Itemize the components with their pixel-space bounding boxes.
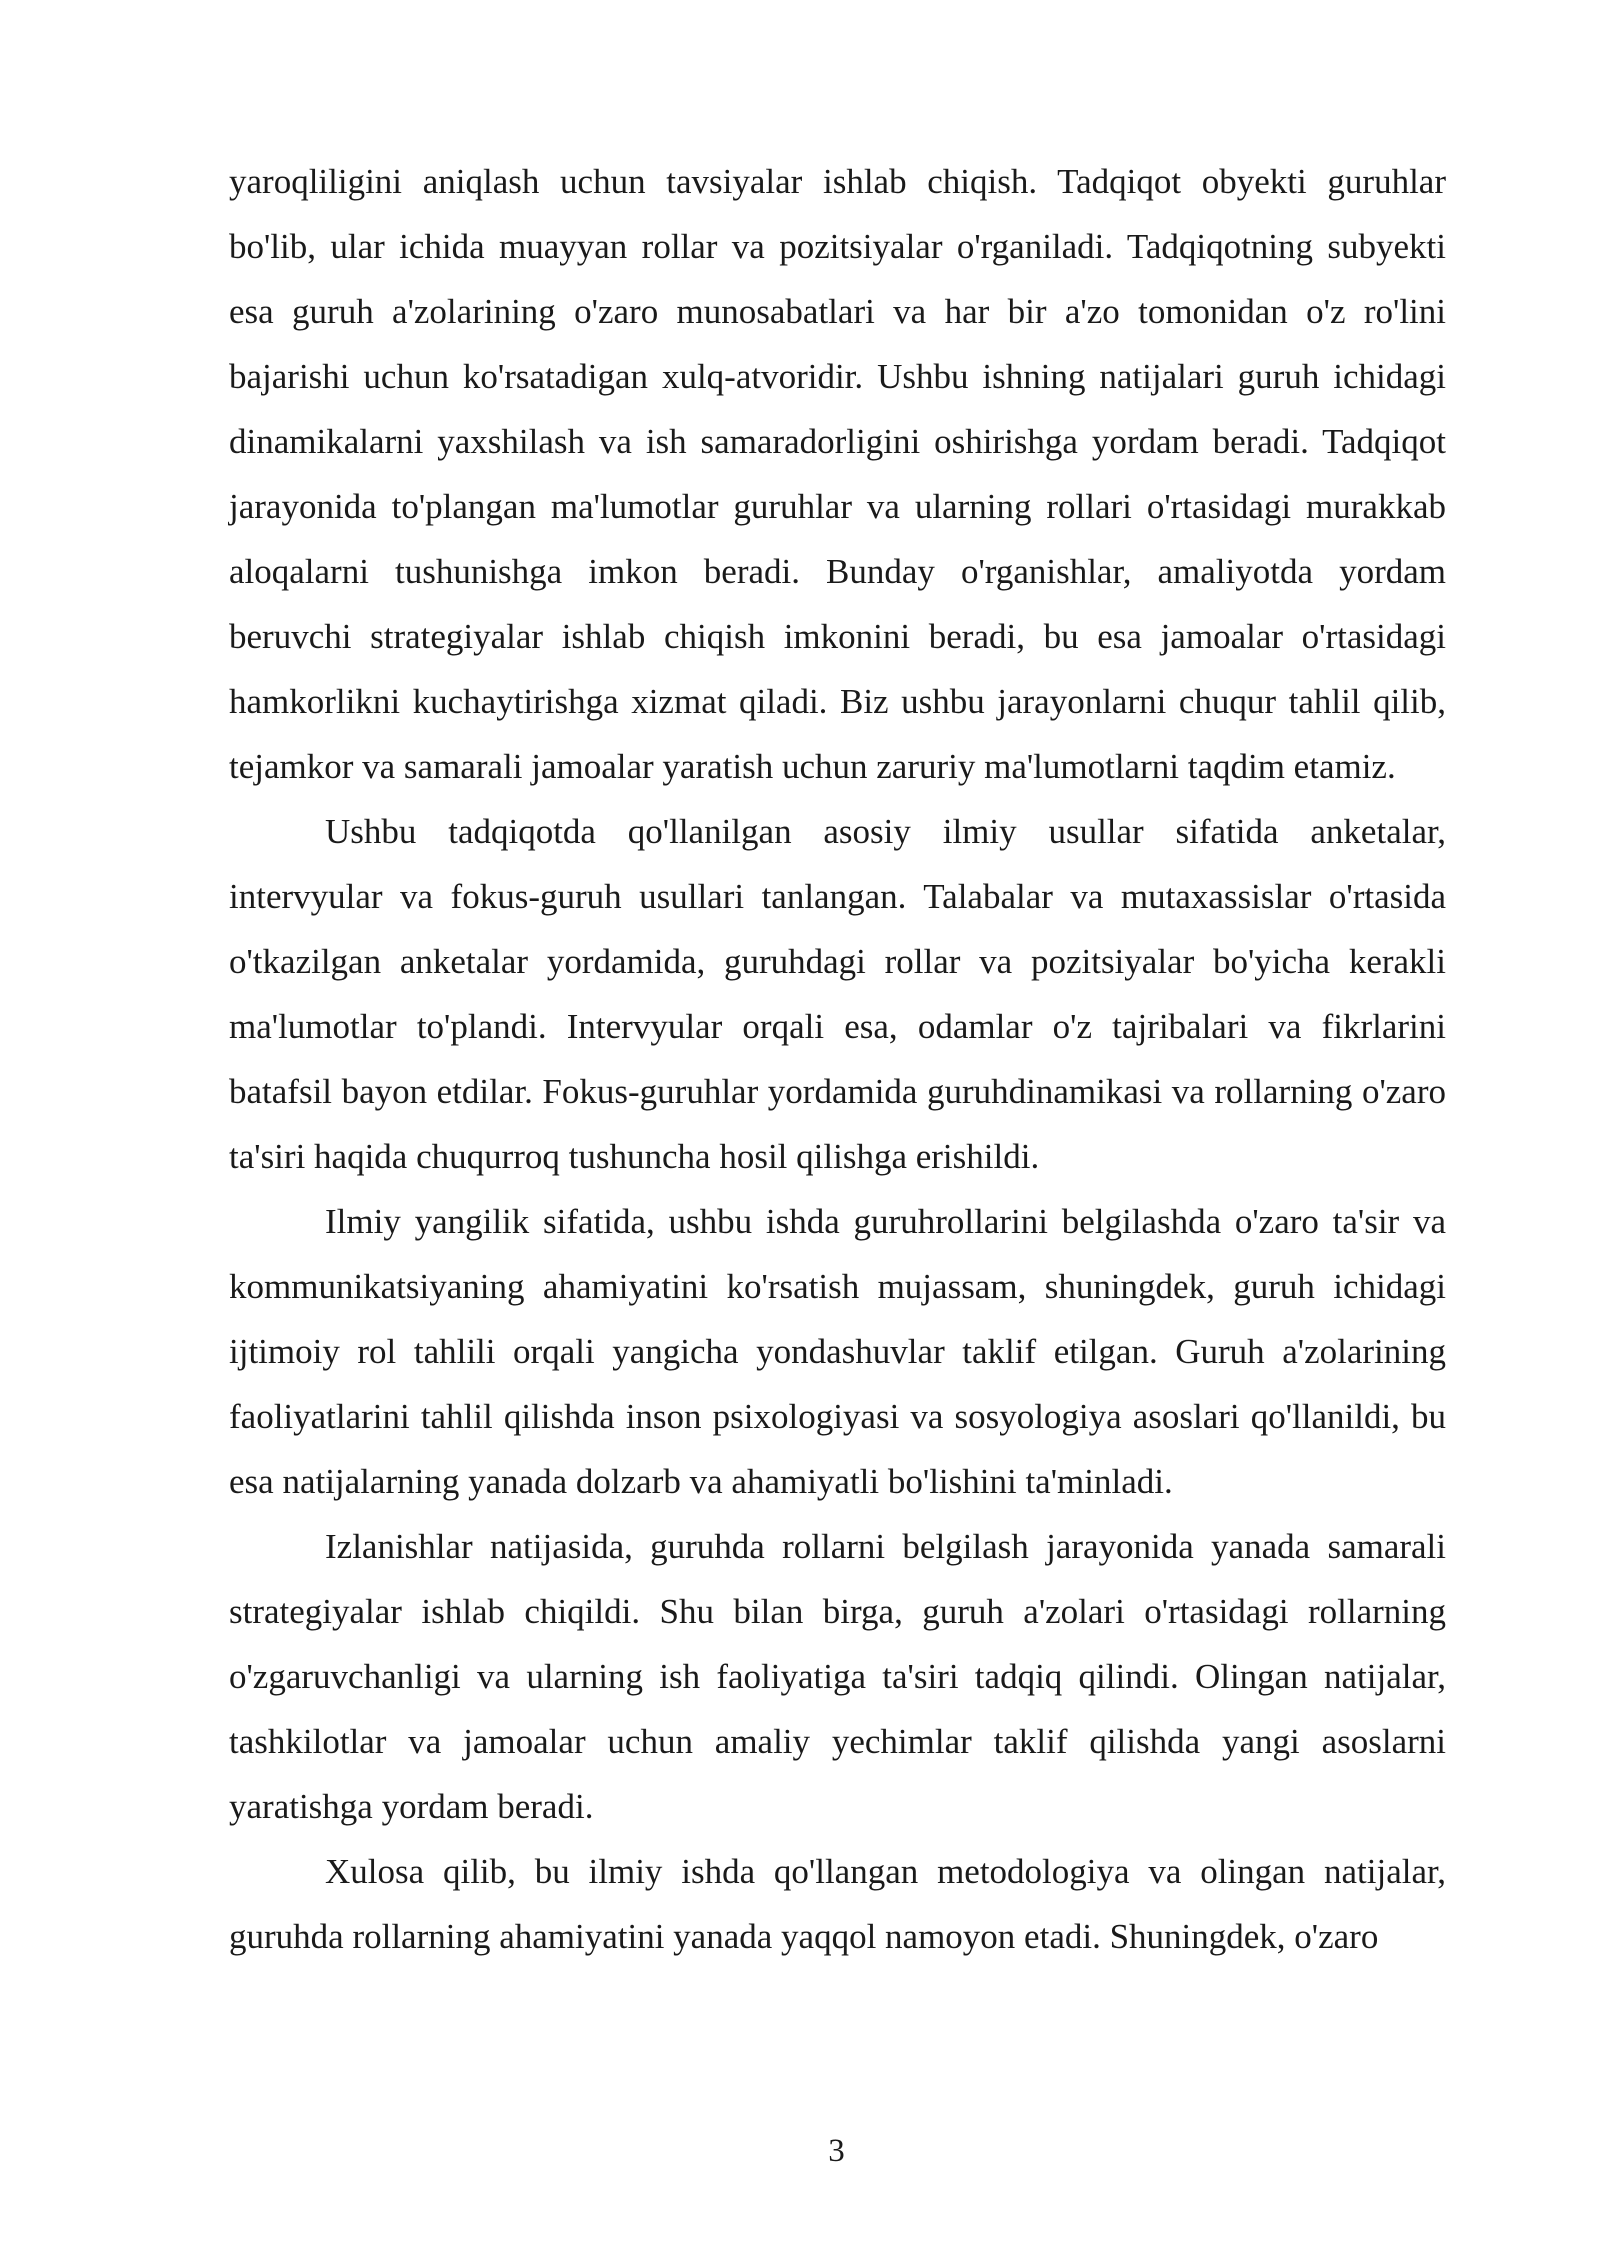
body-text (229, 149, 1446, 1969)
paragraph-1: yaroqliligini aniqlash uchun tavsiyalar ishlab chiqish. Tadqiqot obyekti guruhlar bo'lib, ular ichida muayyan rollar va pozitsiyalar o'rganiladi. Tadqiqotning subyekti esa guruh a'zolarining o'zaro munosabatlari va har bir a'zo tomonidan o'z ro'lini bajarishi uchun ko'rsatadigan xulq-atvoridir. Ushbu ishning natijalari guruh ichidagi dinamikalarni yaxshilash va ish samaradorligini oshirishga yordam beradi. Tadqiqot jarayonida to'plangan ma'lumotlar guruhlar va ularning rollari o'rtasidagi murakkab aloqalarni tushunishga imkon beradi. Bunday o'rganishlar, amaliyotda yordam beruvchi strategiyalar ishlab chiqish imkonini beradi, bu esa jamoalar o'rtasidagi hamkorlikni kuchaytirishga xizmat qiladi. Biz ushbu jarayonlarni chuqur tahlil qilib, tejamkor va samarali jamoalar yaratish uchun zaruriy ma'lumotlarni taqdim etamiz. (229, 162, 1446, 786)
paragraph-4: Izlanishlar natijasida, guruhda rollarni belgilash jarayonida yanada samarali strategiyalar ishlab chiqildi. Shu bilan birga, guruh a'zolari o'rtasidagi rollarning o'zgaruvchanligi va ularning ish faoliyatiga ta'siri tadqiq qilindi. Olingan natijalar, tashkilotlar va jamoalar uchun amaliy yechimlar taklif qilishda yangi asoslarni yaratishga yordam beradi. (229, 1527, 1446, 1826)
paragraph-3: Ilmiy yangilik sifatida, ushbu ishda guruhrollarini belgilashda o'zaro ta'sir va kommunikatsiyaning ahamiyatini ko'rsatish mujassam, shuningdek, guruh ichidagi ijtimoiy rol tahlili orqali yangicha yondashuvlar taklif etilgan. Guruh a'zolarining faoliyatlarini tahlil qilishda inson psixologiyasi va sosyologiya asoslari qo'llanildi, bu esa natijalarning yanada dolzarb va ahamiyatli bo'lishini ta'minladi. (229, 1202, 1446, 1501)
paragraph-5: Xulosa qilib, bu ilmiy ishda qo'llangan metodologiya va olingan natijalar, guruhda rollarning ahamiyatini yanada yaqqol namoyon etadi. Shuningdek, o'zaro (229, 1852, 1446, 1956)
page-number: 3 (828, 2133, 845, 2169)
paragraph-2: Ushbu tadqiqotda qo'llanilgan asosiy ilmiy usullar sifatida anketalar, intervyular va fokus-guruh usullari tanlangan. Talabalar va mutaxassislar o'rtasida o'tkazilgan anketalar yordamida, guruhdagi rollar va pozitsiyalar bo'yicha kerakli ma'lumotlar to'plandi. Intervyular orqali esa, odamlar o'z tajribalari va fikrlarini batafsil bayon etdilar. Fokus-guruhlar yordamida guruhdinamikasi va rollarning o'zaro ta'siri haqida chuqurroq tushuncha hosil qilishga erishildi. (229, 812, 1446, 1176)
